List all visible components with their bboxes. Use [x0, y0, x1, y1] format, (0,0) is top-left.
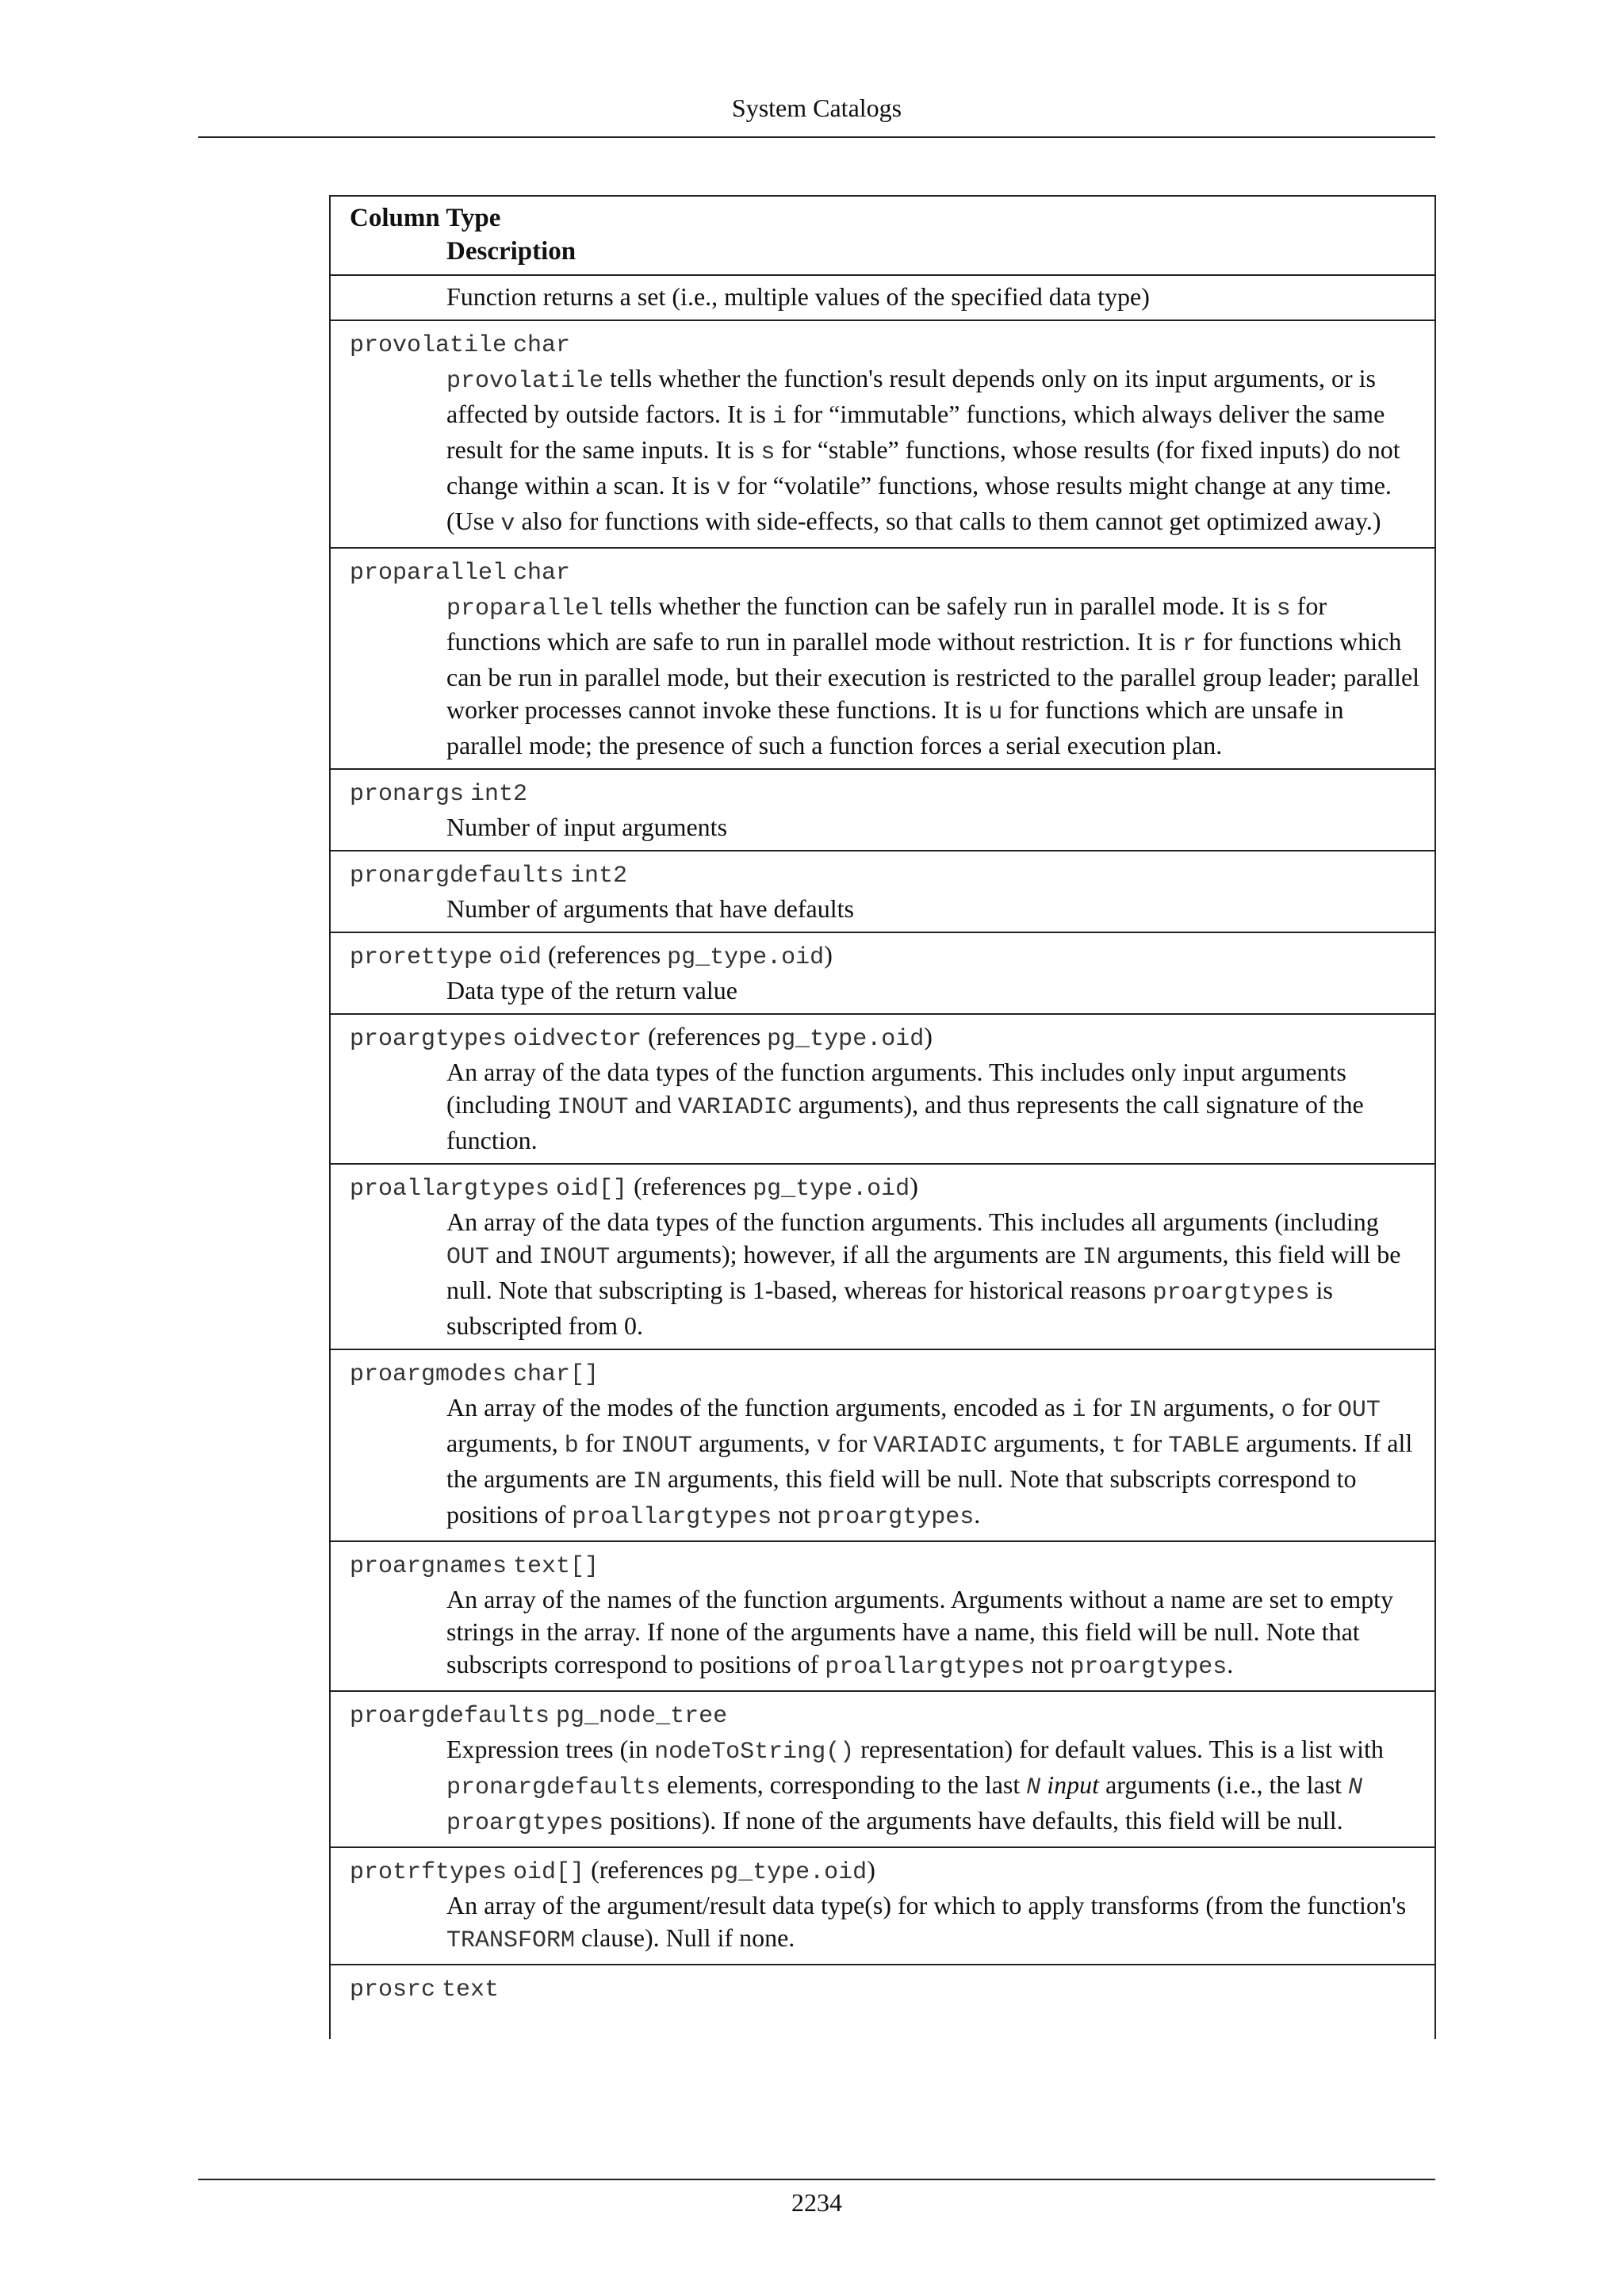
- text-run: for: [1125, 1429, 1169, 1457]
- code-literal: protrftypes: [350, 1859, 508, 1886]
- code-literal: proparallel: [446, 595, 604, 622]
- text-run: not: [772, 1500, 818, 1529]
- column-description: [350, 362, 1425, 541]
- code-literal: proargdefaults: [350, 1703, 550, 1730]
- code-literal: proargtypes: [350, 1026, 508, 1053]
- code-literal: pg_type.oid: [667, 944, 825, 971]
- table-row: [331, 1165, 1434, 1350]
- text-run: and: [628, 1090, 678, 1119]
- text-run: arguments,: [987, 1429, 1112, 1457]
- text-run: [507, 1022, 513, 1050]
- column-name-type: [350, 1169, 1425, 1206]
- text-run: elements, corresponding to the last: [661, 1770, 1027, 1799]
- column-description: [350, 590, 1425, 762]
- column-name-type: [350, 1970, 1425, 2007]
- table-row: [331, 276, 1434, 321]
- code-literal: pronargs: [350, 781, 465, 808]
- text-run: representation) for default values. This is a list with: [854, 1735, 1384, 1763]
- code-literal: i: [772, 404, 787, 430]
- text-run: arguments,: [692, 1429, 817, 1457]
- column-name-type: [350, 1020, 1425, 1056]
- column-name-type: [350, 938, 1425, 974]
- text-run: .: [974, 1500, 981, 1529]
- code-literal: proargtypes: [1152, 1280, 1310, 1307]
- code-literal: INOUT: [538, 1244, 611, 1271]
- code-literal: proargtypes: [446, 1810, 604, 1837]
- column-description: [350, 1889, 1425, 1957]
- text-run: arguments,: [1156, 1393, 1281, 1422]
- table-row: [331, 1015, 1434, 1165]
- column-description: [350, 974, 1425, 1007]
- column-name-type: [350, 1355, 1425, 1391]
- code-literal: oid[]: [513, 1859, 585, 1886]
- text-run: (references: [584, 1855, 710, 1884]
- text-run: not: [1025, 1650, 1071, 1678]
- text-run: for: [1086, 1393, 1128, 1422]
- code-literal: pg_node_tree: [556, 1703, 728, 1730]
- code-literal: t: [1111, 1433, 1126, 1460]
- code-literal: provolatile: [350, 332, 508, 359]
- text-run: input: [1047, 1770, 1100, 1799]
- code-literal: v: [500, 511, 515, 538]
- code-literal: proargmodes: [350, 1361, 508, 1388]
- column-name-type: [350, 1547, 1425, 1583]
- text-run: ): [924, 1022, 933, 1050]
- text-run: [507, 1549, 513, 1578]
- text-run: An array of the data types of the function arguments. This includes only input arguments (including: [446, 1058, 1346, 1119]
- code-literal: TRANSFORM: [446, 1927, 576, 1954]
- code-literal: OUT: [1337, 1397, 1381, 1424]
- text-run: for “immutable” functions, which always deliver the same result for the same inputs. It is: [446, 400, 1385, 464]
- text-run: [507, 1855, 513, 1884]
- table-row: [331, 321, 1434, 549]
- text-run: tells whether the function can be safely run in parallel mode. It is: [603, 591, 1277, 620]
- table-header-row: [331, 197, 1434, 276]
- text-run: .: [1227, 1650, 1234, 1678]
- code-literal: proparallel: [350, 560, 508, 587]
- text-run: An array of the argument/result data type(s) for which to apply transforms (from the function's: [446, 1891, 1407, 1919]
- code-literal: VARIADIC: [873, 1433, 988, 1460]
- text-run: [492, 940, 499, 969]
- code-literal: pronargdefaults: [350, 863, 565, 890]
- table-row: [331, 1848, 1434, 1965]
- code-literal: OUT: [446, 1244, 490, 1271]
- code-literal: text[]: [513, 1553, 599, 1580]
- code-literal: INOUT: [621, 1433, 693, 1460]
- code-literal: prorettype: [350, 944, 493, 971]
- code-literal: TABLE: [1168, 1433, 1240, 1460]
- text-run: for “stable” functions, whose results (for fixed inputs) do not change within a scan. It is: [446, 435, 1400, 499]
- column-name-type: [350, 856, 1425, 893]
- text-run: arguments, this field will be null. Note that subscripts correspond to positions of: [446, 1464, 1357, 1529]
- text-run: Data type of the return value: [446, 976, 737, 1004]
- code-literal: proargtypes: [817, 1504, 975, 1531]
- text-run: is subscripted from 0.: [446, 1276, 1333, 1340]
- text-run: Number of input arguments: [446, 813, 728, 841]
- running-header: System Catalogs: [731, 94, 902, 122]
- column-name-type: [350, 1853, 1425, 1889]
- code-literal: proargnames: [350, 1553, 508, 1580]
- code-literal: s: [1276, 595, 1291, 622]
- code-literal: pg_type.oid: [753, 1176, 910, 1203]
- table-row: [331, 770, 1434, 851]
- text-run: positions). If none of the arguments have defaults, this field will be null.: [603, 1806, 1343, 1835]
- text-run: arguments, this field will be null. Note that subscripting is 1-based, whereas for historical reasons: [446, 1240, 1401, 1304]
- code-literal: proallargtypes: [350, 1176, 550, 1203]
- text-run: for “volatile” functions, whose results might change at any time. (Use: [446, 471, 1392, 535]
- text-run: clause). Null if none.: [575, 1923, 795, 1952]
- code-literal: v: [716, 475, 731, 502]
- code-literal: u: [988, 699, 1003, 726]
- column-name-type: [350, 553, 1425, 590]
- text-run: for: [830, 1429, 874, 1457]
- text-run: (references: [542, 940, 668, 969]
- text-run: and: [489, 1240, 539, 1269]
- code-literal: pronargdefaults: [446, 1774, 661, 1801]
- text-run: [564, 859, 570, 887]
- text-run: arguments (i.e., the last: [1099, 1770, 1349, 1799]
- page-number: 2234: [791, 2188, 842, 2217]
- code-literal: oid[]: [556, 1176, 628, 1203]
- code-literal: v: [816, 1433, 831, 1460]
- column-description: [350, 1583, 1425, 1684]
- text-run: [550, 1172, 556, 1200]
- code-literal: N: [1026, 1774, 1041, 1801]
- table-row: [331, 1965, 1434, 2013]
- table-row: [331, 1350, 1434, 1542]
- table-row: [331, 1542, 1434, 1692]
- text-run: arguments), and thus represents the call signature of the function.: [446, 1090, 1364, 1154]
- text-run: (references: [627, 1172, 753, 1200]
- code-literal: oid: [499, 944, 542, 971]
- table-row: [331, 549, 1434, 770]
- column-description: [350, 1056, 1425, 1157]
- column-name-type: [350, 1697, 1425, 1733]
- column-description: [350, 1206, 1425, 1342]
- code-literal: char: [513, 560, 571, 587]
- text-run: [507, 1357, 513, 1386]
- code-literal: IN: [1082, 1244, 1111, 1271]
- code-literal: r: [1182, 631, 1197, 658]
- column-type-header: Column Type: [350, 204, 501, 232]
- text-run: Function returns a set (i.e., multiple values of the specified data type): [446, 282, 1150, 311]
- text-run: tells whether the function's result depends only on its input arguments, or is affected by outside factors. It is: [446, 364, 1376, 428]
- code-literal: proallargtypes: [572, 1504, 772, 1531]
- text-run: An array of the names of the function arguments. Arguments without a name are set to empty strings in the array. If none of the arguments have a name, this field will be null. Note that subscripts correspond to positions of: [446, 1585, 1394, 1678]
- code-literal: o: [1281, 1397, 1296, 1424]
- code-literal: nodeToString(): [654, 1739, 855, 1766]
- code-literal: IN: [632, 1468, 661, 1495]
- text-run: for functions which are safe to run in parallel mode without restriction. It is: [446, 591, 1327, 656]
- footer-rule: [198, 2179, 1435, 2180]
- text-run: arguments. If all the arguments are: [446, 1429, 1413, 1493]
- description-header: Description: [446, 237, 576, 266]
- text-run: also for functions with side-effects, so that calls to them cannot get optimized away.): [515, 507, 1381, 535]
- code-literal: IN: [1128, 1397, 1157, 1424]
- text-run: ): [867, 1855, 875, 1884]
- text-run: [550, 1699, 556, 1728]
- text-run: [507, 328, 513, 357]
- column-description: [350, 811, 1425, 844]
- code-literal: proargtypes: [1070, 1654, 1228, 1681]
- code-literal: s: [760, 439, 776, 466]
- text-run: arguments,: [446, 1429, 565, 1457]
- catalog-column-table: [329, 195, 1436, 2039]
- table-row: [331, 851, 1434, 933]
- code-literal: proallargtypes: [825, 1654, 1025, 1681]
- text-run: An array of the data types of the function arguments. This includes all arguments (including: [446, 1207, 1379, 1236]
- code-literal: INOUT: [557, 1094, 629, 1121]
- code-literal: b: [564, 1433, 579, 1460]
- text-run: Number of arguments that have defaults: [446, 894, 854, 923]
- code-literal: provolatile: [446, 368, 604, 395]
- code-literal: text: [442, 1976, 500, 2003]
- table-row: [331, 1692, 1434, 1848]
- text-run: [464, 777, 470, 806]
- code-literal: prosrc: [350, 1976, 436, 2003]
- code-literal: pg_type.oid: [767, 1026, 925, 1053]
- column-description: [350, 893, 1425, 925]
- text-run: An array of the modes of the function arguments, encoded as: [446, 1393, 1072, 1422]
- code-literal: VARIADIC: [677, 1094, 792, 1121]
- text-run: for: [578, 1429, 622, 1457]
- text-run: [435, 1973, 442, 2001]
- column-description: [350, 1733, 1425, 1840]
- column-name-type: [350, 326, 1425, 362]
- column-description: [350, 1391, 1425, 1534]
- column-name-type: [350, 775, 1425, 811]
- code-literal: int2: [570, 863, 628, 890]
- text-run: ): [910, 1172, 918, 1200]
- text-run: [507, 556, 513, 584]
- text-run: ): [824, 940, 833, 969]
- text-run: Expression trees (in: [446, 1735, 655, 1763]
- code-literal: char[]: [513, 1361, 599, 1388]
- header-rule: [198, 136, 1435, 138]
- code-literal: i: [1071, 1397, 1086, 1424]
- text-run: for functions which can be run in parallel mode, but their execution is restricted to the parallel group leader; parallel worker processes cannot invoke these functions. It is: [446, 627, 1420, 724]
- code-literal: int2: [470, 781, 528, 808]
- text-run: for functions which are unsafe in parallel mode; the presence of such a function forces a serial execution plan.: [446, 695, 1344, 760]
- text-run: for: [1295, 1393, 1338, 1422]
- text-run: (references: [642, 1022, 768, 1050]
- text-run: arguments); however, if all the arguments are: [610, 1240, 1082, 1269]
- code-literal: N: [1348, 1774, 1363, 1801]
- column-description: [350, 281, 1425, 313]
- code-literal: oidvector: [513, 1026, 642, 1053]
- code-literal: pg_type.oid: [710, 1859, 868, 1886]
- code-literal: char: [513, 332, 571, 359]
- table-row: [331, 933, 1434, 1015]
